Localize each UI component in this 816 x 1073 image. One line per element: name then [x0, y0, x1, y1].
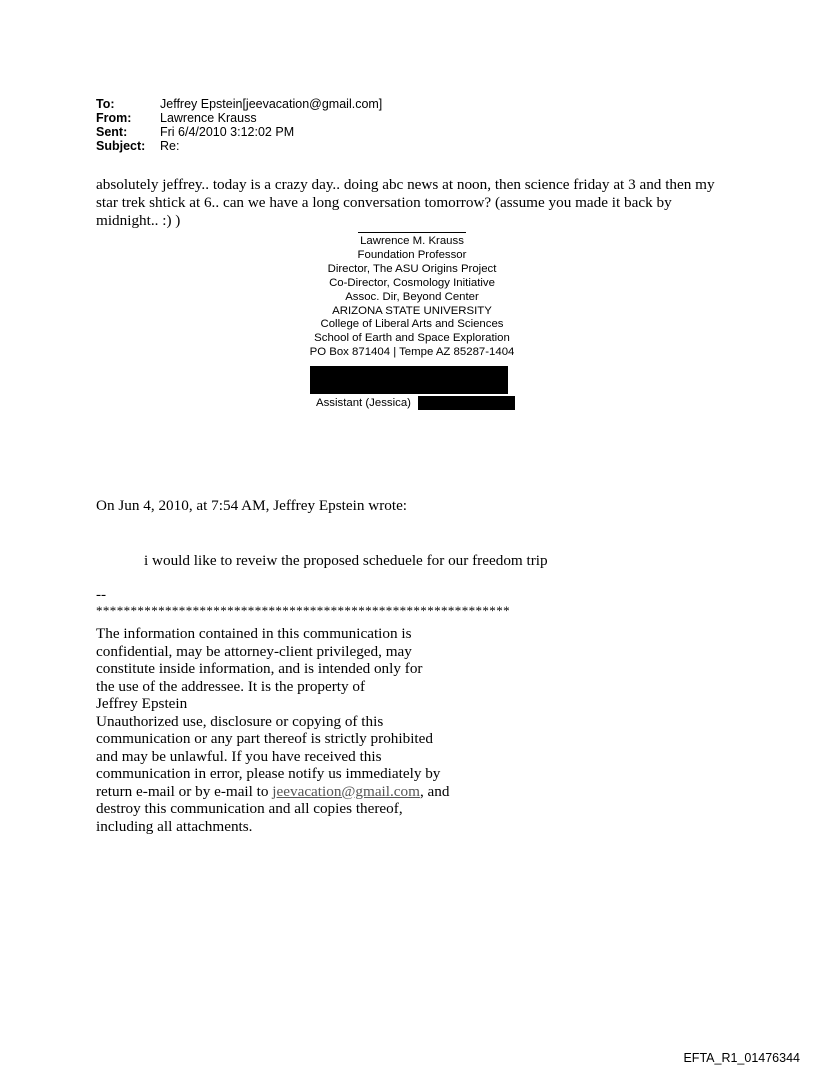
signature-line: College of Liberal Arts and Sciences	[320, 318, 504, 331]
signature-line: Foundation Professor	[357, 248, 467, 261]
email-header	[96, 97, 382, 153]
subject-value: Re:	[160, 139, 180, 153]
signature-line: Assoc. Dir, Beyond Center	[345, 290, 479, 303]
to-value: Jeffrey Epstein[jeevacation@gmail.com]	[160, 97, 383, 111]
disclaimer-line: Jeffrey Epstein	[96, 695, 188, 712]
from-value: Lawrence Krauss	[160, 111, 257, 125]
disclaimer-line: the use of the addressee. It is the property of	[96, 677, 366, 695]
signature-line: PO Box 871404 | Tempe AZ 85287-1404	[309, 346, 515, 359]
disclaimer-line: constitute inside information, and is intended only for	[96, 660, 423, 677]
redaction-box	[310, 366, 508, 394]
signature-line: Co-Director, Cosmology Initiative	[329, 276, 495, 289]
disclaimer-line: The information contained in this communication is	[96, 625, 412, 642]
disclaimer-line: communication or any part thereof is strictly prohibited	[96, 730, 433, 747]
signature-separator: --	[96, 586, 107, 603]
bates-number: EFTA_R1_01476344	[683, 1051, 800, 1065]
confidentiality-disclaimer	[96, 625, 496, 835]
disclaimer-return-prefix: return e-mail or by e-mail to	[96, 782, 273, 800]
signature-line: ARIZONA STATE UNIVERSITY	[332, 304, 492, 317]
assistant-line: Assistant (Jessica)	[316, 397, 411, 409]
quote-intro: On Jun 4, 2010, at 7:54 AM, Jeffrey Epstein wrote:	[96, 497, 408, 514]
subject-row	[96, 139, 382, 153]
subject-label: Subject:	[96, 139, 146, 153]
signature-line: Lawrence M. Krauss	[360, 235, 464, 247]
signature-rule	[358, 232, 466, 233]
signature-line: Director, The ASU Origins Project	[327, 262, 497, 275]
sent-value: Fri 6/4/2010 3:12:02 PM	[160, 125, 295, 139]
disclaimer-return-line	[96, 783, 496, 801]
disclaimer-line: including all attachments.	[96, 817, 253, 835]
asterisk-divider: ************************************************************	[96, 603, 510, 618]
sent-label: Sent:	[96, 125, 128, 139]
disclaimer-line: destroy this communication and all copies thereof,	[96, 800, 403, 817]
signature-line: School of Earth and Space Exploration	[314, 332, 510, 345]
disclaimer-line: communication in error, please notify us immediately by	[96, 765, 441, 782]
disclaimer-return-suffix: , and	[419, 782, 450, 800]
signature-block	[300, 232, 524, 360]
quoted-message: i would like to reveiw the proposed scheduele for our freedom trip	[144, 552, 548, 569]
redaction-box	[418, 396, 515, 410]
from-label: From:	[96, 111, 132, 125]
to-row	[96, 97, 382, 111]
from-row	[96, 111, 382, 125]
disclaimer-line: Unauthorized use, disclosure or copying of this	[96, 712, 384, 730]
disclaimer-line: and may be unlawful. If you have received this	[96, 747, 382, 765]
email-link[interactable]: jeevacation@gmail.com	[272, 782, 420, 800]
disclaimer-line: confidential, may be attorney-client privileged, may	[96, 642, 412, 660]
email-body: absolutely jeffrey.. today is a crazy day.. doing abc news at noon, then science friday at 3 and then my star trek shtick at 6.. can we have a long conversation tomorrow? (assume you made it back by midnight.. :) )	[96, 176, 715, 229]
to-label: To:	[96, 97, 115, 111]
sent-row	[96, 125, 382, 139]
